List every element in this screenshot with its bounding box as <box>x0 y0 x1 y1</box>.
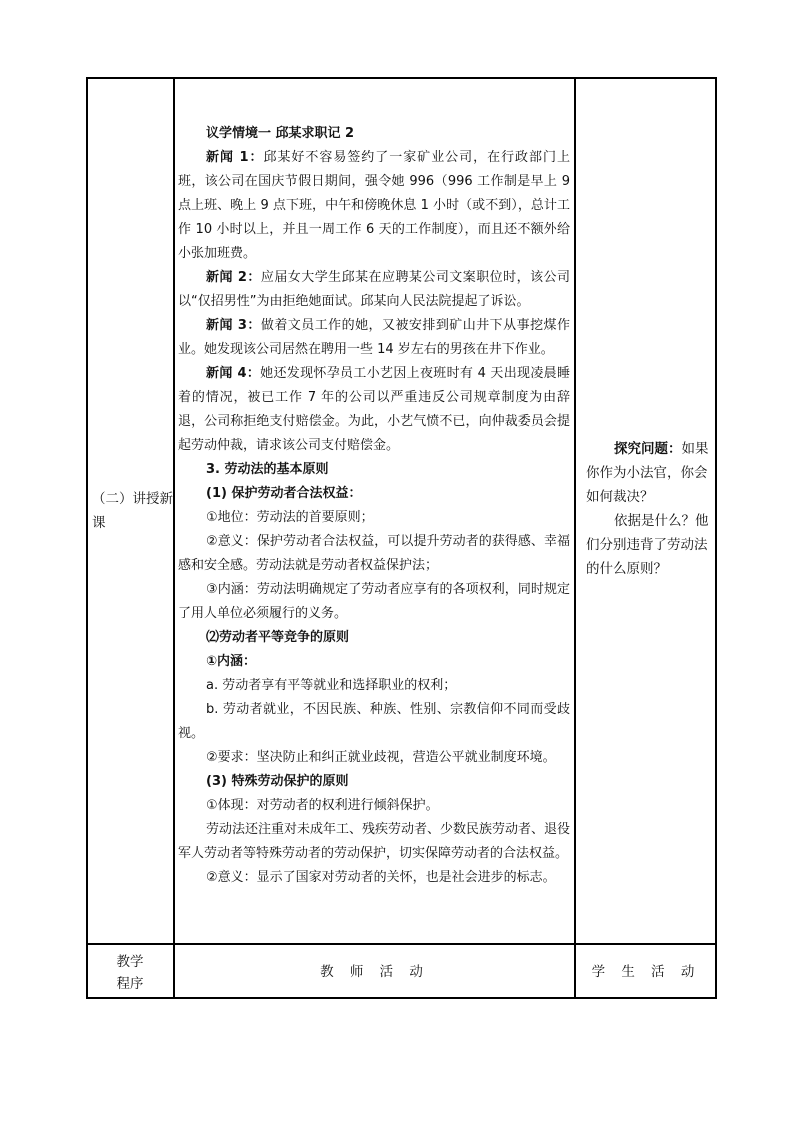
question-1-text: 如果你作为小法官，你会如何裁决？ <box>586 441 709 505</box>
principle-2-item: b. 劳动者就业，不因民族、种族、性别、宗教信仰不同而受歧视。 <box>178 702 570 741</box>
news-label: 新闻 4： <box>206 366 261 381</box>
news-item <box>178 146 570 266</box>
student-activity-content <box>586 437 714 581</box>
section-label: （二）讲授新课 <box>92 491 173 531</box>
student-activity-header: 学 生 活 动 <box>591 964 701 980</box>
principle-2-item: a. 劳动者享有平等就业和选择职业的权利； <box>206 678 457 693</box>
question-label: 探究问题： <box>614 441 682 457</box>
procedure-label-text: 教学程序 <box>116 954 144 992</box>
principles-heading: 3. 劳动法的基本原则 <box>206 462 329 477</box>
principle-3-item: 劳动法还注重对未成年工、残疾劳动者、少数民族劳动者、退役军人劳动者等特殊劳动者的劳动保护，切实保障劳动者的合法权益。 <box>178 822 571 861</box>
principle-1-item: ③内涵：劳动法明确规定了劳动者应享有的各项权利，同时规定了用人单位必须履行的义务。 <box>178 582 570 621</box>
table-border-left <box>86 77 88 999</box>
table-border-top <box>86 77 717 79</box>
lesson-table <box>86 77 717 999</box>
news-label: 新闻 3： <box>206 318 261 333</box>
table-divider-1 <box>173 77 175 999</box>
principle-3-item: ②意义：显示了国家对劳动者的关怀，也是社会进步的标志。 <box>206 870 556 885</box>
news-item <box>178 314 570 362</box>
principle-3-item: ①体现：对劳动者的权利进行倾斜保护。 <box>206 798 439 813</box>
news-text: 做着文员工作的她，又被安排到矿山井下从事挖煤作业。她发现该公司居然在聘用一些 14 岁左右的男孩在井下作业。 <box>178 318 570 357</box>
principle-2-subtitle: ①内涵： <box>206 654 257 669</box>
scenario-title: 议学情境一 邱某求职记 2 <box>206 126 355 141</box>
principle-1-title: (1) 保护劳动者合法权益： <box>206 486 362 501</box>
procedure-label <box>86 945 174 995</box>
teacher-activity-header: 教 师 活 动 <box>320 964 429 980</box>
news-text: 她还发现怀孕员工小艺因上夜班时有 4 天出现凌晨睡着的情况，被已工作 7 年的公司以严重违反公司规章制度为由辞退，公司称拒绝支付赔偿金。为此，小艺气愤不已，向仲裁委员会提起劳动仲裁，请求该公司支付赔偿金。 <box>178 366 570 453</box>
principle-1-item: ②意义：保护劳动者合法权益，可以提升劳动者的获得感、幸福感和安全感。劳动法就是劳动者权益保护法； <box>178 534 570 573</box>
question-1 <box>586 437 714 509</box>
news-label: 新闻 1： <box>206 150 264 165</box>
news-text: 邱某好不容易签约了一家矿业公司，在行政部门上班，该公司在国庆节假日期间，强令她 996（996 工作制是早上 9 点上班、晚上 9 点下班，中午和傍晚休息 1 小时（或不到），总计工作 10 小时以上，并且一周工作 6 天的工作制度），而且还不额外给小张加班费。 <box>178 150 570 261</box>
news-item <box>178 362 570 458</box>
principle-1-item: ①地位：劳动法的首要原则； <box>206 510 374 525</box>
table-divider-2 <box>574 77 576 999</box>
principle-2-title: ⑵劳动者平等竞争的原则 <box>206 630 350 645</box>
question-2: 依据是什么？他们分别违背了劳动法的什么原则？ <box>586 513 709 577</box>
table-border-right <box>715 77 717 999</box>
teacher-activity-content <box>178 122 570 890</box>
news-text: 应届女大学生邱某在应聘某公司文案职位时，该公司以“仅招男性”为由拒绝她面试。邱某向人民法院提起了诉讼。 <box>178 270 570 309</box>
principle-3-title: (3) 特殊劳动保护的原则 <box>206 774 349 789</box>
principle-2-item: ②要求：坚决防止和纠正就业歧视，营造公平就业制度环境。 <box>206 750 556 765</box>
news-item <box>178 266 570 314</box>
news-label: 新闻 2： <box>206 270 261 285</box>
